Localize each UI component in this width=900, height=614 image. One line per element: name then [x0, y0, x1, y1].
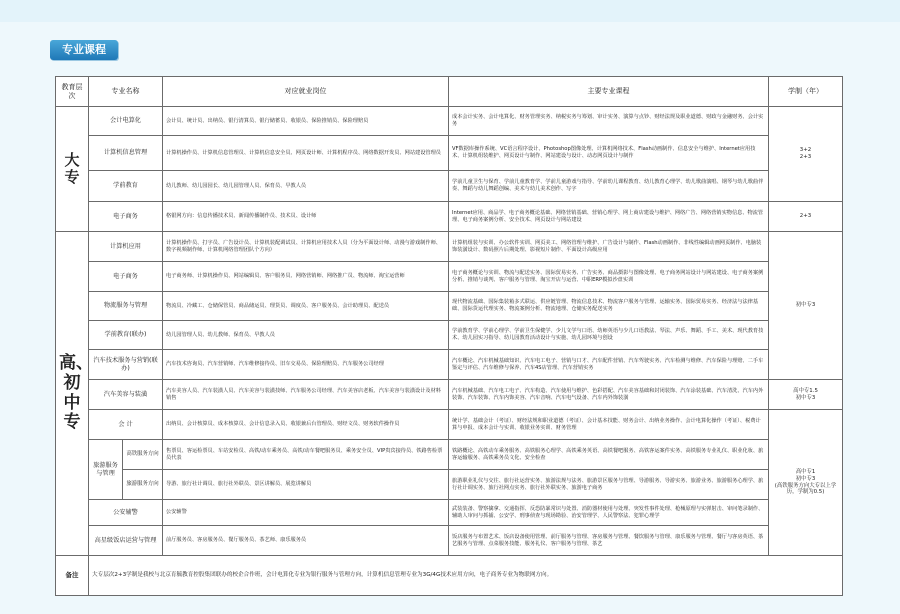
jobs-cell: 导游、旅行社计调员、旅行社外联员、景区讲解员、展览讲解员 [163, 470, 449, 500]
jobs-cell: 前厅服务员、客房服务员、餐厅服务员、茶艺师、康乐服务员 [163, 526, 449, 556]
major-name: 高星级饭店运营与管理 [89, 526, 163, 556]
table-row [56, 440, 843, 470]
jobs-cell: 汽车美容人员、汽车装潢人员、汽车美容与装潢技师、汽车服务公司经理、汽车美容店老板、汽车美容与装潢设计及材料销售 [163, 380, 449, 410]
table-row [56, 136, 843, 171]
major-name: 计算机信息管理 [89, 136, 163, 171]
major-name: 电子商务 [89, 262, 163, 292]
level-gaochu: 高、初中专 [56, 232, 89, 556]
note-row [56, 556, 843, 596]
courses-cell: VF数据库操作系统、VC语言程序设计、Photoshop图像处理、计算机网络技术、Flash动画制作、信息安全与维护、Internet应用技术、计算机组装维护、网页设计与制作、网站建设与设计、动态网页设计与制作 [449, 136, 769, 171]
years-gaozhong15: 高中专1.5 初中专3 [769, 380, 843, 410]
major-name: 高铁服务方向 [123, 440, 163, 470]
jobs-cell: 格银网方向：信息传播技术员、新闻传播制作员、技术员、设计师 [163, 202, 449, 232]
table-row [56, 470, 843, 500]
table-row [56, 500, 843, 526]
courses-cell: 武装装备、警察擒拿、交通指挥、反恐防暴常识与处置、消防器材使用与处理、突发性事件处理、枪械原理与实弹射击、审问笔录制作、辅助人审问与抓捕、公安学、刑事侦查与现场勘验、治安管理学、人民警察法、犯罪心理学 [449, 500, 769, 526]
header-years: 学制（年） [769, 77, 843, 107]
courses-cell: 学前儿童卫生与保育、学前儿童教育学、学前儿童游戏与指导、学前幼儿课程教育、幼儿教育心理学、幼儿歌曲演唱、钢琴与幼儿歌曲伴奏、舞蹈与幼儿舞蹈创编、美术与幼儿美术创作、写字 [449, 171, 769, 202]
table-row [56, 262, 843, 292]
courses-cell: 计算机组装与实训、办公软件实训、网页美工、网络管理与维护、广告设计与制作、Flash动画制作、非线性编辑动画网页制作、电脑装饰装潢设计、数码照片后期处理、影视短片制作、平面设计高级应用 [449, 232, 769, 262]
jobs-cell: 售票员、客运检票员、车站安检员、高铁/动车乘务员、高铁/动车餐吧服务员、乘务安全员、VIP贵宾接待员、铁路售检票员代表 [163, 440, 449, 470]
level-dazhuan: 大专 [56, 107, 89, 232]
jobs-cell: 出纳员、会计核算员、成本核算员、会计信息录入员、收银兼后台管理员、财经文员、财务软件操作员 [163, 410, 449, 440]
major-name: 学前教育(联办) [89, 321, 163, 350]
jobs-cell: 电子商务师、计算机操作员、网站编辑员、客户服务员、网络营销师、网络推广员、物流师、淘宝运营师 [163, 262, 449, 292]
course-table-full [55, 76, 843, 596]
courses-cell: 统计学、基础会计（考证）、财经法规和职业道德（考证）、会计基本技能、财务会计、出纳业务操作、会计电算化操作（考证）、税费计算与申报、成本会计与实训、收银业务实训、财务管理 [449, 410, 769, 440]
header-major: 专业名称 [89, 77, 163, 107]
jobs-cell: 幼儿园管理人员、幼儿教师、保育员、早教人员 [163, 321, 449, 350]
jobs-cell: 公安辅警 [163, 500, 449, 526]
major-name: 汽车技术服务与营销(联办) [89, 350, 163, 380]
group-rail: 旅游服务与管理 [89, 440, 123, 500]
courses-cell: 旅游职业礼仪与交往、旅行社运营实务、旅游法规与法务、旅游景区服务与管理、导游服务、导游实务、旅游业务、旅游服务心理学、旅行社计调实务、旅行社网点实务、旅行社外联实务、旅游电子商务 [449, 470, 769, 500]
section-title: 专业课程 [50, 40, 118, 60]
table-header-row [56, 77, 843, 107]
major-name: 学前教育 [89, 171, 163, 202]
header-level: 教育层次 [56, 77, 89, 107]
major-name: 会 计 [89, 410, 163, 440]
courses-cell: Internet应用、商品学、电子商务概论基础、网络营销基础、营销心理学、网上商店建设与维护、网络广告、网络营销实物信息、物流管理、电子商务案例分析、安全技术、网页设计与网站建设 [449, 202, 769, 232]
major-name: 计算机应用 [89, 232, 163, 262]
years-ec: 2+3 [769, 202, 843, 232]
table-row [56, 350, 843, 380]
courses-cell: 电子商务概论与实训、物流与配送实务、国际贸易实务、广告实务、商品摄影与图像处理、电子商务网站设计与网站建设、电子商务案例分析、推销与谈判、客户服务与管理、淘宝开店与运营、中职ERP模拟沙盘实训 [449, 262, 769, 292]
major-name: 物流服务与管理 [89, 292, 163, 321]
courses-cell: 铁路概论、高铁动车乘务服务、高铁服务心理学、高铁乘务英语、高铁餐吧服务、高铁客运案件实务、高铁服务专业礼仪、职业化妆、旅客运输服务、高铁乘务员文化、安全检查 [449, 440, 769, 470]
courses-cell: 饭店服务与布置艺术、饭店设备使用管理、前厅服务与管理、客房服务与管理、餐饮服务与管理、康乐服务与管理、餐厅与客房英语、茶艺服务与管理、点菜服务技能、服务礼仪、客户服务与管理、茶艺 [449, 526, 769, 556]
jobs-cell: 汽车技术咨询员、汽车营销师、汽车维修接待员、旧车交易员、保险理赔员、汽车服务公司经理 [163, 350, 449, 380]
jobs-cell: 计算机操作员、打字员、广告设计员、计算机装配调试员、计算机应用技术人员（分为平面设计师、动漫与游戏制作师、数字视频制作师、计算机网络管理团队个方向） [163, 232, 449, 262]
years-chuzhong3: 初中专3 [769, 232, 843, 380]
table-row [56, 380, 843, 410]
table-row [56, 410, 843, 440]
years-gaozhong1: 高中专1 初中专3 (高铁服务方向大专以上学历，学制为0.5) [769, 410, 843, 556]
courses-cell: 现代物流基础、国际集装箱多式联运、供应链管理、物流信息技术、物流客户服务与管理、运输实务、国际贸易实务、经济法与法律基础、国际货运代理实务、物流案例分析、物流地理、仓储实务配送实务 [449, 292, 769, 321]
jobs-cell: 幼儿教师、幼儿园园长、幼儿园管理人员、保育员、早教人员 [163, 171, 449, 202]
table-row [56, 292, 843, 321]
years-dazhuan: 3+2 2+3 [769, 107, 843, 202]
courses-cell: 成本会计实务、会计电算化、财务管理实务、纳税实务与筹划、审计实务、演算与点钞、财经法规及职业道德、财政与金融财务、会计实务 [449, 107, 769, 136]
major-name: 电子商务 [89, 202, 163, 232]
table-row [56, 232, 843, 262]
courses-cell: 学前教育学、学前心理学、学前卫生保健学、少儿文学与口语、幼师英语与少儿口语教法、琴法、声乐、舞蹈、手工、美术、现代教育技术、幼儿园实习指导、幼儿园教育活动设计与实施、幼儿园环境与创设 [449, 321, 769, 350]
note-text: 大专层次2+3学制是我校与北京育毓教育控股集团联办的校企合作班，会计电算化专业为银行服务与管理方向，计算机信息管理专业为3G/4G技术应用方向，电子商务专业为物联网方向。 [89, 556, 843, 596]
header-courses: 主要专业课程 [449, 77, 769, 107]
table-row [56, 321, 843, 350]
table-row [56, 202, 843, 232]
jobs-cell: 会计员、统计员、出纳员、银行清算员、银行储蓄员、收银员、保险推销员、保险理赔员 [163, 107, 449, 136]
jobs-cell: 计算机操作员、计算机信息管理员、计算机信息安全员、网页设计师、计算机程序员、网络数据开发员、网站建设管理员 [163, 136, 449, 171]
table-row [56, 107, 843, 136]
top-band [0, 0, 900, 22]
jobs-cell: 物流员、冷藏工、仓储保管员、商品储运员、理货员、调度员、客户服务员、会计助理员、配送员 [163, 292, 449, 321]
major-name: 汽车美容与装潢 [89, 380, 163, 410]
major-name: 公安辅警 [89, 500, 163, 526]
header-jobs: 对应就业岗位 [163, 77, 449, 107]
major-name: 旅游服务方向 [123, 470, 163, 500]
courses-cell: 汽车机械基础、汽车电工电子、汽车构造、汽车使用与维护、色彩搭配、汽车美容基础和封闭装饰、汽车涂装基础、汽车清洗、汽车内外装饰、汽车装饰、汽车内饰美容、汽车音响、汽车电气设备、汽车内外饰装潢 [449, 380, 769, 410]
courses-cell: 汽车概论、汽车机械基础知识、汽车电工电子、营销与口才、汽车配件营销、汽车驾驶实务、汽车检测与维修、汽车保险与理赔、二手车鉴定与评估、汽车维修与保养、汽车4S店管理、汽车营销实务 [449, 350, 769, 380]
note-label: 备注 [56, 556, 89, 596]
table-row [56, 171, 843, 202]
major-name: 会计电算化 [89, 107, 163, 136]
table-row [56, 526, 843, 556]
